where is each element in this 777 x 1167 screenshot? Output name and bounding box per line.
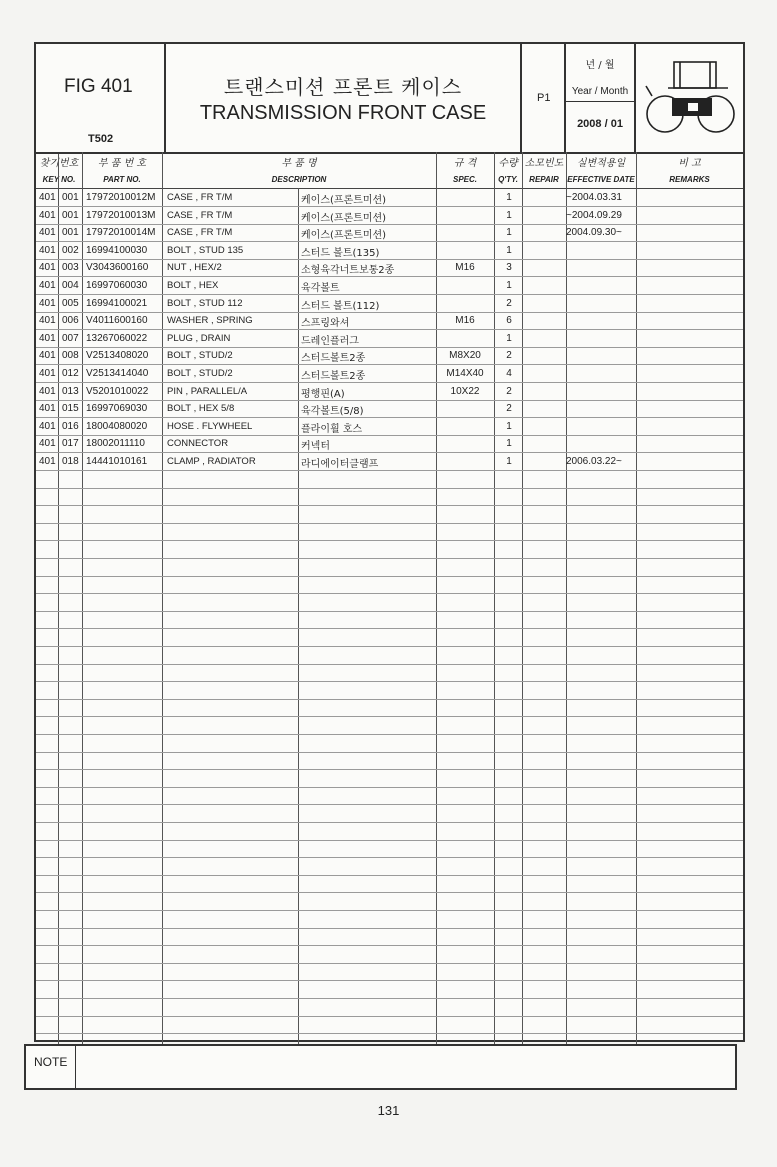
title-cell: [166, 44, 522, 152]
table-row: 401 013 V5201010022 PIN , PARALLEL/A 평행핀(A) 10X22 2: [39, 385, 512, 400]
table-row: 401 016 18004080020 HOSE . FLYWHEEL 플라이휠 호스 1: [39, 420, 512, 435]
note-label-cell: [26, 1046, 76, 1088]
column-effective-date: 실변적용일 EFFECTIVE DATE: [567, 158, 635, 184]
figure-number: FIG 401: [64, 76, 133, 97]
page-code-cell: [522, 44, 566, 152]
column-repair: 소모빈도 REPAIR: [524, 158, 564, 184]
table-row: 401 006 V4011600160 WASHER , SPRING 스프링와셔 M16 6: [39, 315, 512, 330]
parts-list-frame: [34, 42, 745, 1042]
column-key: 찾기번호 KEY NO.: [39, 158, 79, 184]
header: [36, 44, 743, 154]
table-row: 401 001 17972010013M CASE , FR T/M 케이스(프론트미션) 1 ~2004.09.29: [39, 209, 622, 224]
issue-date: 2008 / 01: [577, 118, 623, 130]
tractor-cell: [636, 44, 743, 152]
table-row: 401 004 16997060030 BOLT , HEX 육각볼트 1: [39, 280, 512, 294]
table-row: 401 002 16994100030 BOLT , STUD 135 스터드 볼트(135) 1: [39, 244, 512, 259]
figure-code: T502: [88, 133, 114, 145]
table-row: 401 007 13267060022 PLUG , DRAIN 드레인플러그 1: [39, 332, 512, 347]
year-month-english: Year / Month: [571, 86, 629, 97]
table-row: 401 017 18002011110 CONNECTOR 커넥터 1: [39, 438, 512, 453]
year-month-korean: 년 / 월: [585, 60, 615, 71]
year-month-cell: [566, 44, 636, 152]
table-row: 401 001 17972010014M CASE , FR T/M 케이스(프론트미션) 1 2004.09.30~: [39, 227, 622, 242]
column-spec: 규 격 SPEC.: [452, 158, 477, 184]
title-english: TRANSMISSION FRONT CASE: [199, 102, 487, 124]
page-code: P1: [537, 92, 551, 104]
table-row: 401 008 V2513408020 BOLT , STUD/2 스터드볼트2종 M8X20 2: [39, 350, 512, 365]
column-remarks: 비 고 REMARKS: [669, 158, 710, 184]
note-label: NOTE: [34, 1055, 68, 1069]
note-box: [24, 1044, 737, 1090]
title-korean: 트랜스미션 프론트 케이스: [223, 75, 463, 99]
figure-cell: [36, 44, 166, 152]
table-row: 401 012 V2513414040 BOLT , STUD/2 스터드볼트2종 M14X40 4: [39, 368, 512, 382]
column-part-no: 부 품 번 호 PART NO.: [97, 158, 147, 184]
table-row: 401 018 14441010161 CLAMP , RADIATOR 라디에이터클램프 1 2006.03.22~: [39, 456, 622, 470]
table-row: 401 003 V3043600160 NUT , HEX/2 소형육각너트보통2종 M16 3: [39, 262, 512, 277]
table-row: 401 001 17972010012M CASE , FR T/M 케이스(프론트미션) 1 ~2004.03.31: [39, 192, 622, 206]
column-qty: 수량 Q'TY.: [498, 158, 518, 184]
table-row: 401 015 16997069030 BOLT , HEX 5/8 육각볼트(5/8) 2: [39, 403, 512, 418]
tractor-icon: [644, 58, 736, 138]
page-number: 131: [377, 1103, 400, 1118]
column-description: 부 품 명 DESCRIPTION: [271, 158, 327, 184]
table-row: 401 005 16994100021 BOLT , STUD 112 스터드 볼트(112) 2: [39, 297, 512, 312]
